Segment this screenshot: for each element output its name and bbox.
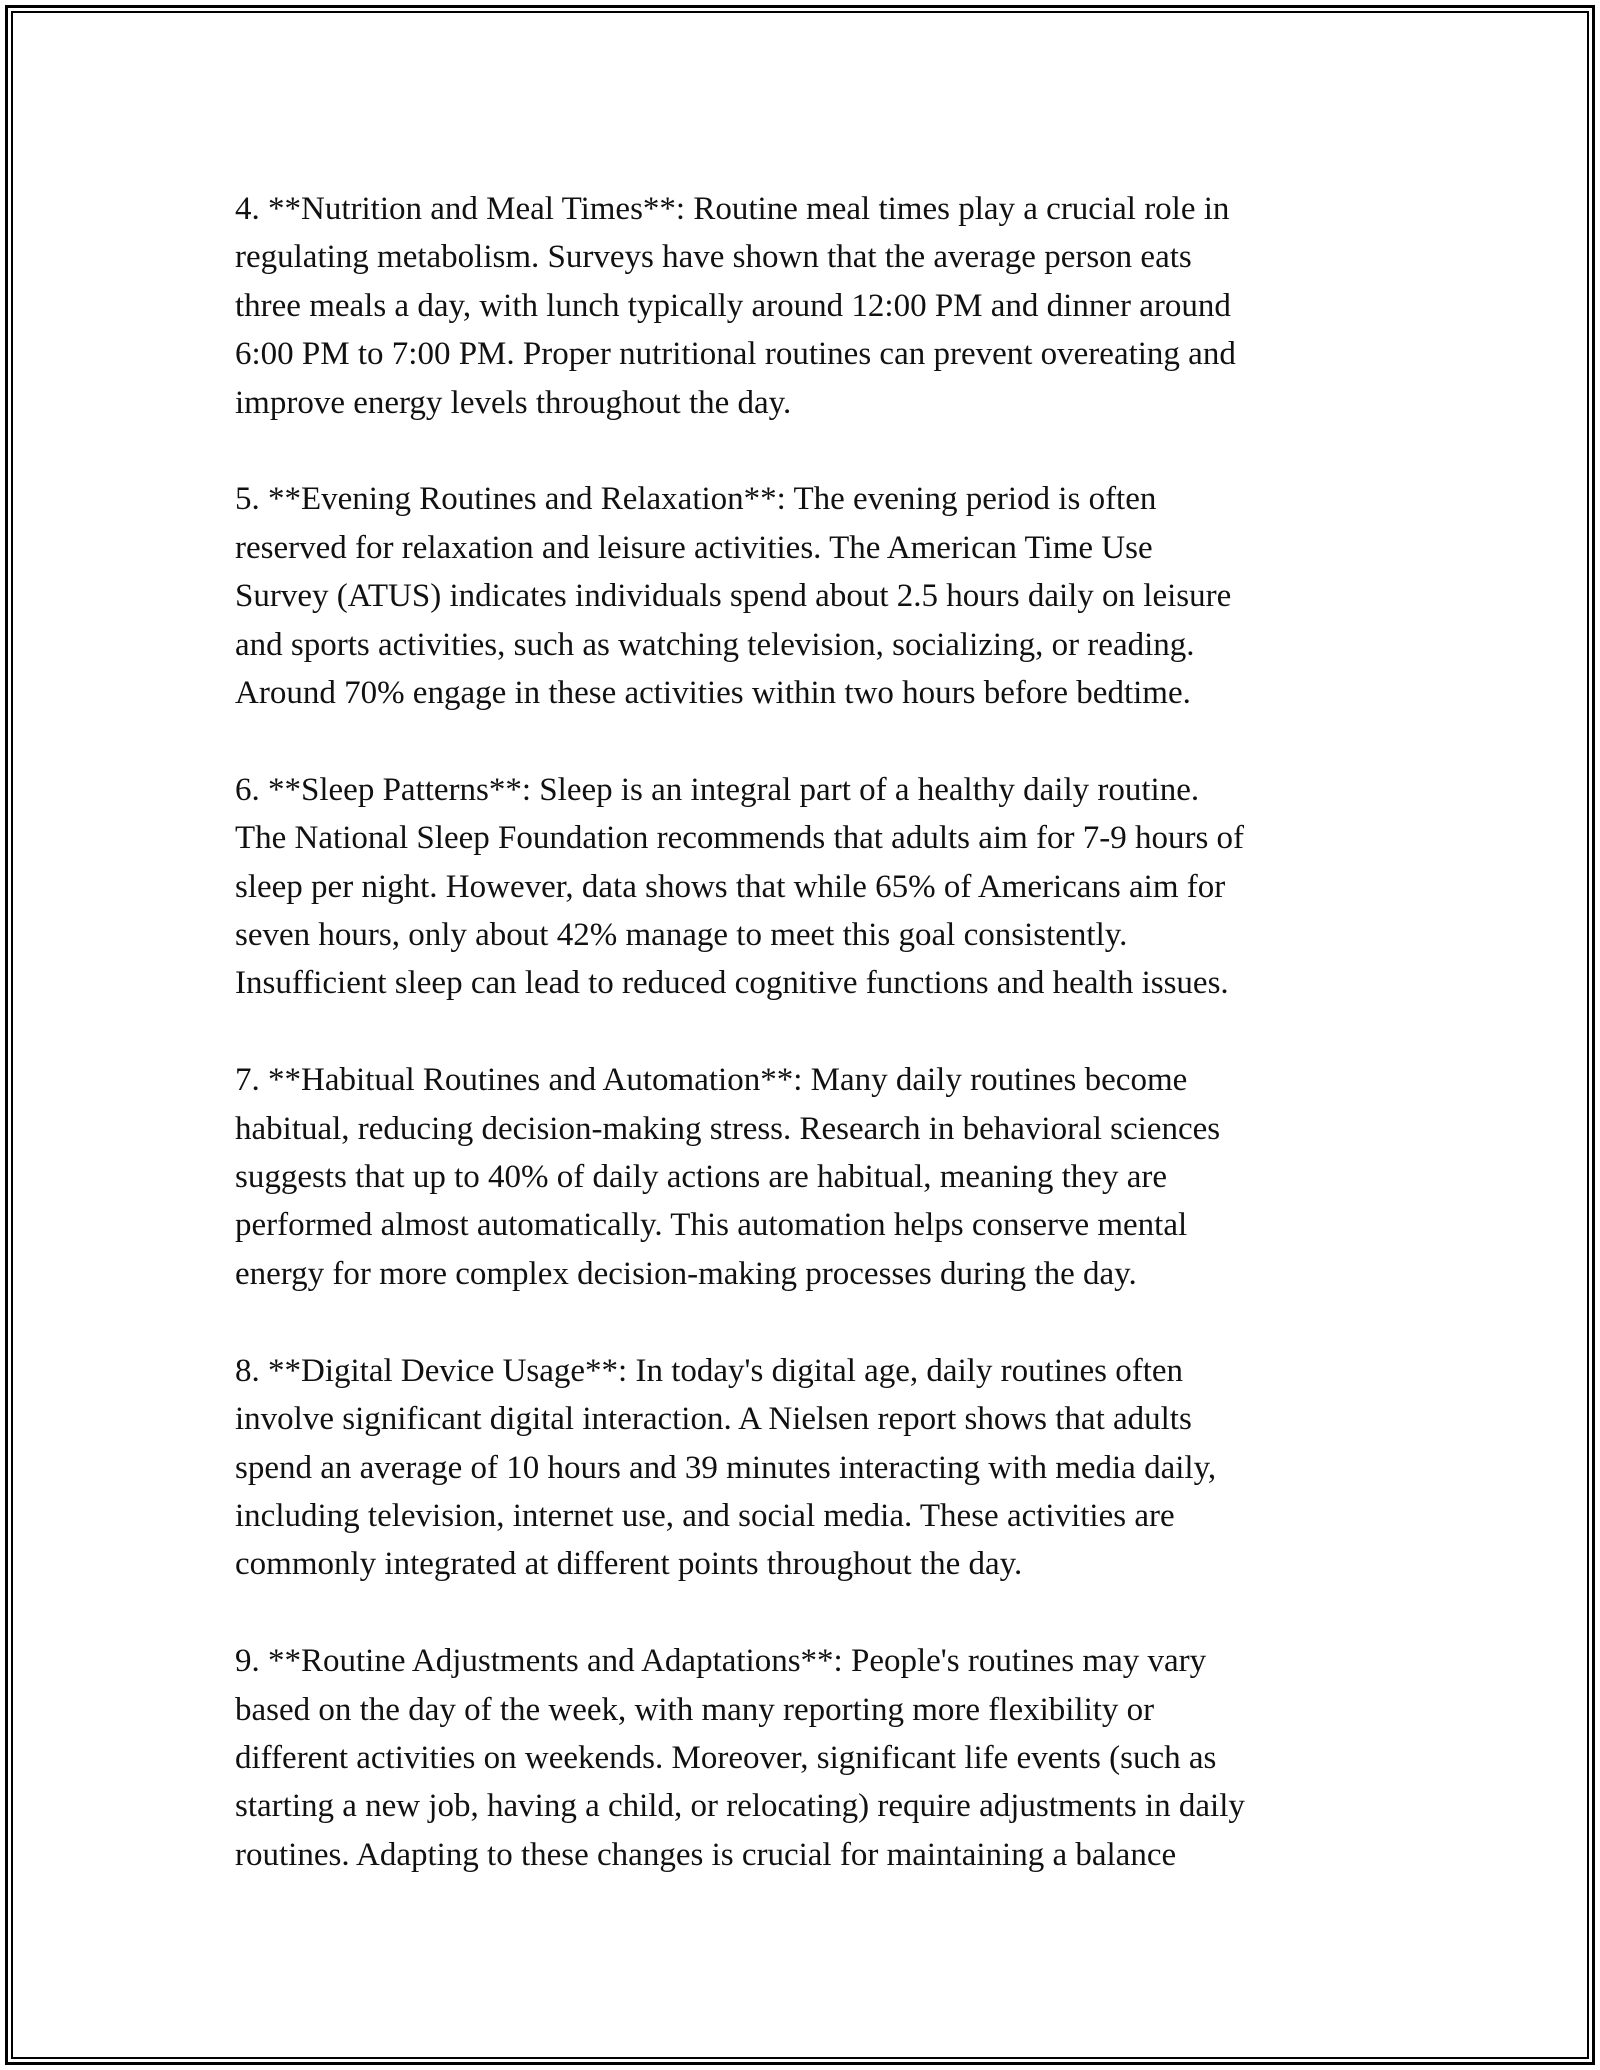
text-line: Survey (ATUS) indicates individuals spend about 2.5 hours daily on leisure bbox=[235, 578, 1232, 615]
paragraph-habitual-routines bbox=[235, 1056, 1375, 1298]
document-body bbox=[235, 185, 1375, 1928]
text-line: starting a new job, having a child, or relocating) require adjustments in daily bbox=[235, 1788, 1245, 1825]
text-line: involve significant digital interaction. A Nielsen report shows that adults bbox=[235, 1401, 1192, 1438]
text-line: energy for more complex decision-making processes during the day. bbox=[235, 1255, 1137, 1292]
text-line: including television, internet use, and social media. These activities are bbox=[235, 1497, 1175, 1534]
paragraph-routine-adjustments bbox=[235, 1637, 1375, 1879]
text-line: regulating metabolism. Surveys have shown that the average person eats bbox=[235, 239, 1192, 276]
text-line: spend an average of 10 hours and 39 minutes interacting with media daily, bbox=[235, 1449, 1217, 1486]
text-line: The National Sleep Foundation recommends that adults aim for 7-9 hours of bbox=[235, 820, 1245, 857]
text-line: based on the day of the week, with many reporting more flexibility or bbox=[235, 1691, 1155, 1728]
text-line: 6. **Sleep Patterns**: Sleep is an integral part of a healthy daily routine. bbox=[235, 771, 1200, 808]
text-line: commonly integrated at different points throughout the day. bbox=[235, 1546, 1023, 1583]
text-line: and sports activities, such as watching television, socializing, or reading. bbox=[235, 626, 1195, 663]
text-line: three meals a day, with lunch typically around 12:00 PM and dinner around bbox=[235, 287, 1231, 324]
text-line: improve energy levels throughout the day. bbox=[235, 384, 792, 421]
text-line: reserved for relaxation and leisure activities. The American Time Use bbox=[235, 529, 1153, 566]
paragraph-sleep-patterns bbox=[235, 766, 1375, 1008]
paragraph-evening-routines bbox=[235, 475, 1375, 717]
text-line: 9. **Routine Adjustments and Adaptations**: People's routines may vary bbox=[235, 1643, 1207, 1680]
text-line: suggests that up to 40% of daily actions are habitual, meaning they are bbox=[235, 1159, 1167, 1196]
text-line: 4. **Nutrition and Meal Times**: Routine meal times play a crucial role in bbox=[235, 191, 1230, 227]
text-line: 6:00 PM to 7:00 PM. Proper nutritional routines can prevent overeating and bbox=[235, 336, 1236, 373]
text-line: 7. **Habitual Routines and Automation**: Many daily routines become bbox=[235, 1062, 1188, 1099]
paragraph-nutrition-meal-times bbox=[235, 185, 1375, 427]
text-line: seven hours, only about 42% manage to meet this goal consistently. bbox=[235, 917, 1128, 954]
text-line: sleep per night. However, data shows that while 65% of Americans aim for bbox=[235, 868, 1226, 905]
text-line: Insufficient sleep can lead to reduced cognitive functions and health issues. bbox=[235, 965, 1229, 1002]
text-line: different activities on weekends. Moreover, significant life events (such as bbox=[235, 1739, 1217, 1776]
text-line: performed almost automatically. This automation helps conserve mental bbox=[235, 1207, 1188, 1244]
text-line: routines. Adapting to these changes is crucial for maintaining a balance bbox=[235, 1836, 1177, 1873]
text-line: habitual, reducing decision-making stress. Research in behavioral sciences bbox=[235, 1110, 1221, 1147]
text-line: Around 70% engage in these activities within two hours before bedtime. bbox=[235, 675, 1191, 712]
text-line: 5. **Evening Routines and Relaxation**: The evening period is often bbox=[235, 481, 1157, 518]
text-line: 8. **Digital Device Usage**: In today's digital age, daily routines often bbox=[235, 1352, 1184, 1389]
paragraph-digital-device-usage bbox=[235, 1347, 1375, 1589]
